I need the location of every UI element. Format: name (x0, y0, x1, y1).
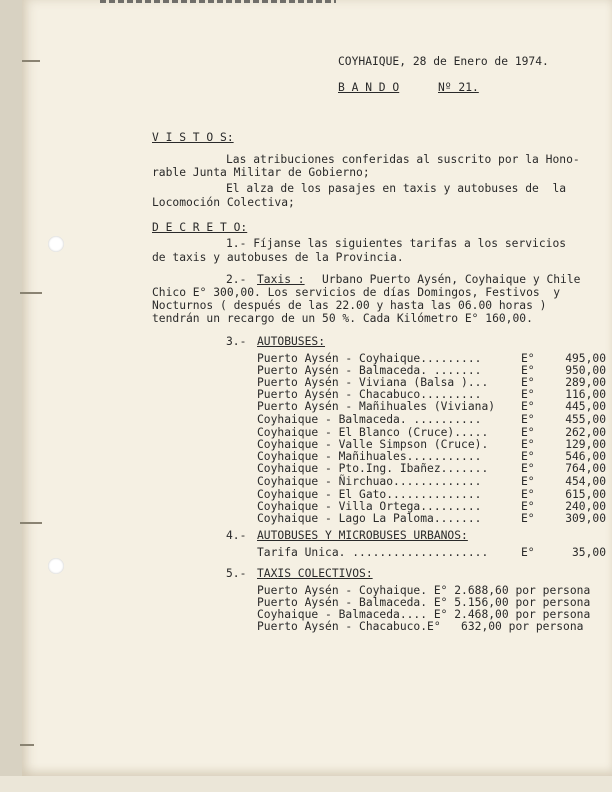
fare-currency: E° (521, 426, 535, 439)
bando-label: B A N D O (338, 81, 400, 94)
autobuses-heading: AUTOBUSES: (257, 335, 326, 348)
margin-mark (20, 744, 34, 746)
microbuses-heading: AUTOBUSES Y MICROBUSES URBANOS: (257, 529, 468, 542)
fare-currency: E° (521, 488, 535, 501)
margin-mark (22, 60, 40, 62)
fare-amount: 262,00 (565, 426, 606, 439)
microbuses-number: 4.- (226, 529, 247, 542)
colectivos-number: 5.- (226, 567, 247, 580)
fare-currency: E° (521, 500, 535, 513)
fare-route: Coyhaique - Valle Simpson (Cruce). (257, 438, 489, 451)
fare-currency: E° (521, 364, 535, 377)
colectivos-heading: TAXIS COLECTIVOS: (257, 567, 373, 580)
fare-route: Coyhaique - Pto.Ing. Ibañez....... (257, 462, 489, 475)
fare-amount: 764,00 (565, 462, 606, 475)
punch-hole (48, 236, 64, 252)
fare-amount: 454,00 (565, 475, 606, 488)
decreto-item-2-line-4: tendrán un recargo de un 50 %. Cada Kilómetro E° 160,00. (152, 312, 533, 325)
fare-currency: E° (521, 413, 535, 426)
fare-route: Coyhaique - Villa Ortega......... (257, 500, 482, 513)
fare-currency: E° (521, 400, 535, 413)
fare-amount: 289,00 (565, 376, 606, 389)
decreto-item-2-line-1: Urbano Puerto Aysén, Coyhaique y Chile (322, 273, 581, 286)
vistos-paragraph-2-line-1: El alza de los pasajes en taxis y autobuses de la (226, 182, 567, 195)
fare-route: Coyhaique - El Blanco (Cruce)..... (257, 426, 489, 439)
autobuses-number: 3.- (226, 335, 247, 348)
decreto-item-2-line-3: Nocturnos ( después de las 22.00 y hasta las 06.00 horas ) (152, 299, 547, 312)
fare-route: Puerto Aysén - Chacabuco......... (257, 388, 482, 401)
fare-route: Coyhaique - Lago La Paloma....... (257, 512, 482, 525)
fare-currency: E° (521, 462, 535, 475)
fare-amount: 455,00 (565, 413, 606, 426)
vistos-paragraph-2-line-2: Locomoción Colectiva; (152, 196, 295, 209)
vistos-paragraph-1-line-1: Las atribuciones conferidas al suscrito por la Hono- (226, 153, 580, 166)
fare-amount: 240,00 (565, 500, 606, 513)
fare-route: Coyhaique - Balmaceda. .......... (257, 413, 482, 426)
fare-amount: 445,00 (565, 400, 606, 413)
page-bottom-edge (0, 776, 612, 792)
fare-amount: 615,00 (565, 488, 606, 501)
bando-number: Nº 21. (438, 81, 479, 94)
decreto-item-2-line-2: Chico E° 300,00. Los servicios de días Domingos, Festivos y (152, 286, 561, 299)
margin-mark (20, 522, 42, 524)
fare-route: Puerto Aysén - Mañihuales (Viviana) (257, 400, 496, 413)
flat-fare-label: Tarifa Unica. .................... (257, 546, 489, 559)
colectivo-fare-row: Puerto Aysén - Chacabuco.E° 632,00 por persona (257, 620, 584, 633)
fare-route: Puerto Aysén - Balmaceda. ....... (257, 364, 482, 377)
fare-currency: E° (521, 438, 535, 451)
decreto-item-1-line-2: de taxis y autobuses de la Provincia. (152, 251, 404, 264)
vistos-heading: V I S T O S: (152, 131, 234, 144)
decreto-item-1-line-1: 1.- Fíjanse las siguientes tarifas a los servicios (226, 237, 567, 250)
city-date: COYHAIQUE, 28 de Enero de 1974. (338, 55, 549, 68)
decreto-item-2-number: 2.- (226, 273, 247, 286)
fare-amount: 309,00 (565, 512, 606, 525)
margin-mark (20, 292, 42, 294)
fare-route: Coyhaique - Mañihuales........... (257, 450, 482, 463)
fare-route: Puerto Aysén - Coyhaique......... (257, 352, 482, 365)
fare-currency: E° (521, 512, 535, 525)
decreto-item-2-label: Taxis : (257, 273, 305, 286)
punch-hole (48, 558, 64, 574)
decreto-heading: D E C R E T O: (152, 221, 248, 234)
fare-amount: 546,00 (565, 450, 606, 463)
flat-fare-amount: 35,00 (571, 546, 606, 559)
fare-amount: 116,00 (565, 388, 606, 401)
colectivo-fare-row: Puerto Aysén - Balmaceda. E° 5.156,00 por persona (257, 596, 591, 609)
fare-currency: E° (521, 450, 535, 463)
fare-route: Coyhaique - Ñirchuao............. (257, 475, 482, 488)
flat-fare-currency: E° (521, 546, 535, 559)
fare-amount: 950,00 (565, 364, 606, 377)
fare-currency: E° (521, 388, 535, 401)
fare-route: Coyhaique - El Gato.............. (257, 488, 482, 501)
fare-currency: E° (521, 352, 535, 365)
colectivo-fare-row: Puerto Aysén - Coyhaique. E° 2.688,60 por persona (257, 584, 591, 597)
fare-currency: E° (521, 376, 535, 389)
colectivo-fare-row: Coyhaique - Balmaceda.... E° 2.468,00 por persona (257, 608, 591, 621)
fare-amount: 129,00 (565, 438, 606, 451)
fare-amount: 495,00 (565, 352, 606, 365)
cut-off-letterhead-line (100, 0, 336, 3)
vistos-paragraph-1-line-2: rable Junta Militar de Gobierno; (152, 166, 370, 179)
fare-route: Puerto Aysén - Viviana (Balsa )... (257, 376, 489, 389)
fare-currency: E° (521, 475, 535, 488)
